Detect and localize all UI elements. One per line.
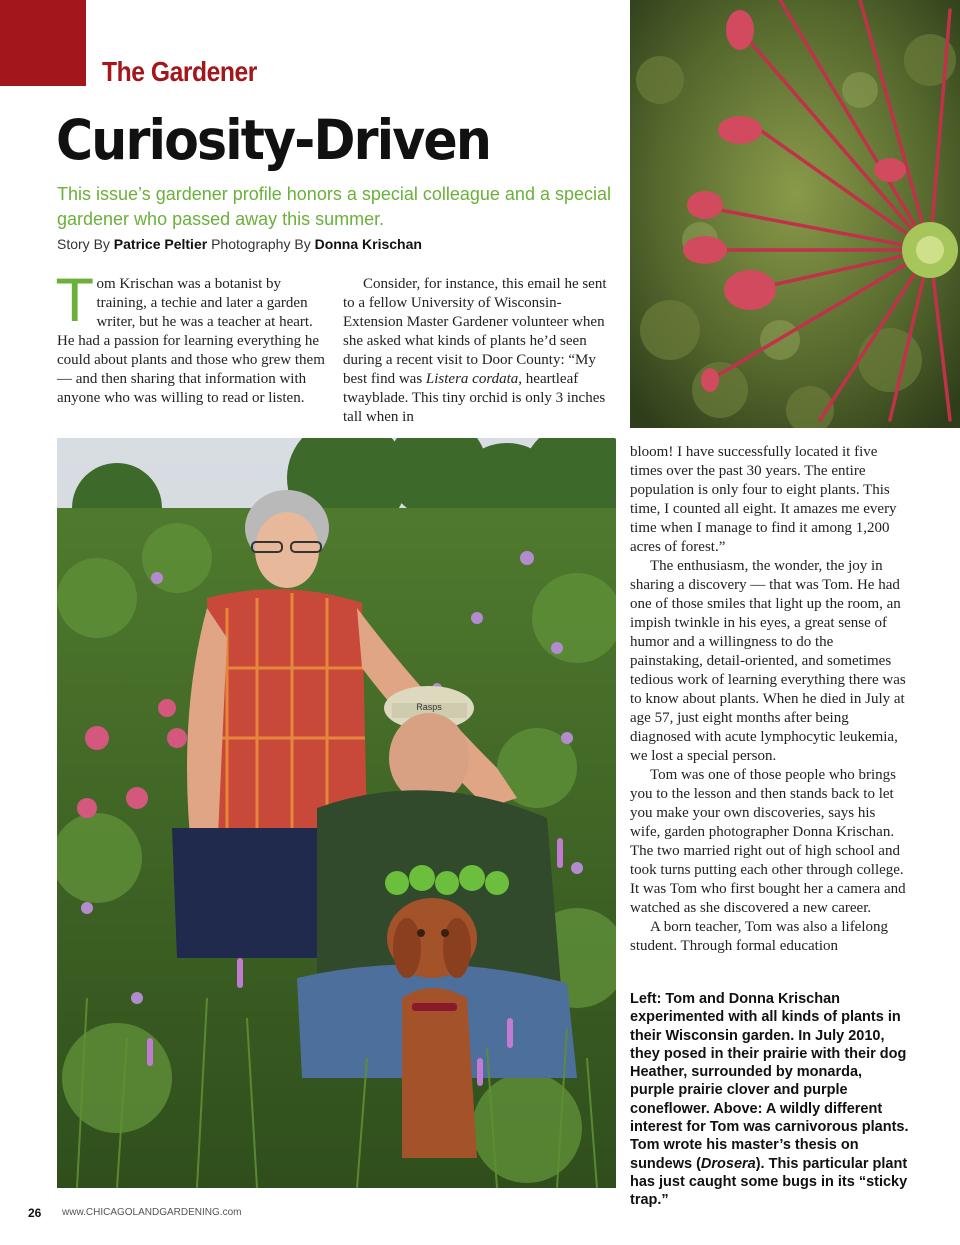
photographer-name: Donna Krischan [314, 236, 422, 252]
paragraph: om Krischan was a botanist by training, a techie and later a garden writer, but he was a teacher at heart. He had a passion for learning everything he could about plants and those who grew them — and then sharing that information with anyone who was willing to read or listen. [57, 276, 325, 406]
garden-portrait-photo [57, 438, 616, 1188]
dek: This issue’s gardener profile honors a special colleague and a special gardener who passed away this summer. [57, 184, 612, 229]
species-name: Listera cordata [425, 371, 519, 387]
paragraph: Tom was one of those people who brings you to the lesson and then stands back to let you make your own discoveries, says his wife, garden photographer Donna Krischan. The two married right out of high school and took turns putting each other through college. It was Tom who first bought her a camera and watched as she discovered a new career. [630, 767, 906, 916]
paragraph-text: Consider, for instance, this email he sent to a fellow University of Wisconsin-Extension Master Gardener volunteer when she asked what kinds of plants he’d seen during a recent visit to Door County: “My best find was [343, 276, 607, 387]
cap-logo-text: Rasps [416, 702, 442, 712]
story-by-label: Story By [57, 236, 110, 252]
body-column-3 [630, 443, 906, 956]
body-column-2 [343, 275, 615, 427]
caption-italic: Drosera [700, 1155, 756, 1172]
sundew-photo [630, 0, 960, 428]
page-number: 26 [28, 1206, 42, 1220]
caption-text: Left: Tom and Donna Krischan experimented with all kinds of plants in their Wisconsin garden. In July 2010, they posed in their prairie with their dog Heather, surrounded by monarda, purple prairie clover and purple coneflower. Above: A wildly different interest for Tom was carnivorous plants. Tom wrote his master’s thesis on sundews ( [630, 991, 909, 1172]
paragraph: The enthusiasm, the wonder, the joy in sharing a discovery — that was Tom. He had one of those smiles that light up the room, an impish twinkle in his eyes, a great sense of humor and a willingness to do the painstaking, detail-oriented, and sometimes tedious work of learning everything there was to know about plants. When he died in July at age 57, just eight months after being diagnosed with acute lymphocytic leukemia, we lost a special person. [630, 558, 906, 764]
photo-by-label: Photography By [211, 236, 311, 252]
headline: Curiosity-Driven [56, 108, 491, 172]
section-label: The Gardener [102, 56, 257, 87]
drop-cap: T [57, 267, 93, 335]
author-name: Patrice Peltier [113, 236, 208, 252]
caption-text-end: ). This particular plant has just caught some bugs in its “sticky trap.” [630, 1155, 908, 1209]
byline [57, 236, 422, 252]
photo-caption [630, 990, 910, 1210]
paragraph: A born teacher, Tom was also a lifelong student. Through formal education [630, 919, 889, 954]
paragraph-text-cont: , heartleaf twayblade. This tiny orchid is only 3 inches tall when in [343, 371, 606, 425]
section-color-block [0, 0, 86, 86]
paragraph: bloom! I have successfully located it five times over the past 30 years. The entire population is only four to eight plants. This time, I counted all eight. It amazes me every time when I manage to find it among 1,200 acres of forest.” [630, 444, 897, 555]
body-column-1 [57, 267, 329, 408]
footer-url: www.CHICAGOLANDGARDENING.com [62, 1207, 242, 1218]
